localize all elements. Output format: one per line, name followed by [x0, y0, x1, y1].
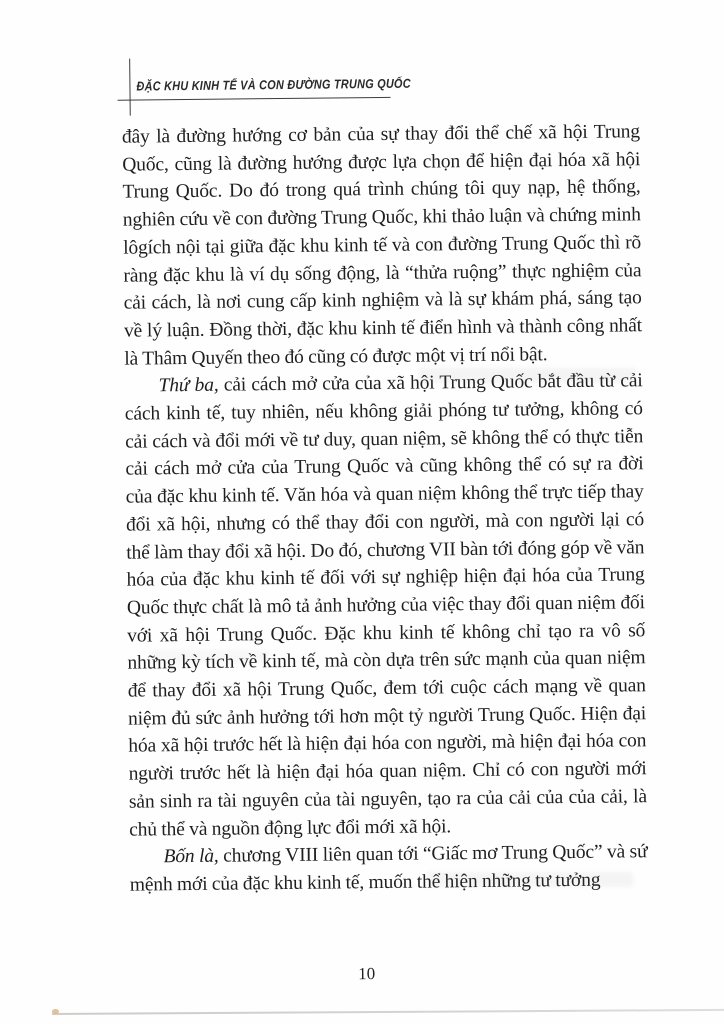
- paragraph-continuation: [122, 118, 643, 373]
- paragraph-lead-italic: Thứ ba,: [158, 375, 219, 397]
- page-number: 10: [358, 964, 376, 984]
- paragraph-text: cải cách mở cửa của xã hội Trung Quốc bắt đầu từ cải cách kinh tế, tuy nhiên, nếu không giải phóng tư tưởng, không có cải cách và đổi mới về tư duy, quan niệm, sẽ không thể có thực tiễn cải cách mở cửa của Trung Quốc và cũng không thể có sự ra đời của đặc khu kinh tế. Văn hóa và quan niệm không thể trực tiếp thay đổi xã hội, nhưng có thể thay đổi con người, mà con người lại có thể làm thay đổi xã hội. Do đó, chương VII bàn tới đóng góp về văn hóa của đặc khu kinh tế đối với sự nghiệp hiện đại hóa của Trung Quốc thực chất là mô tả ảnh hưởng của việc thay đổi quan niệm đối với xã hội Trung Quốc. Đặc khu kinh tế không chỉ tạo ra vô số những kỳ tích về kinh tế, mà còn dựa trên sức mạnh của quan niệm để thay đổi xã hội Trung Quốc, đem tới cuộc cách mạng về quan niệm đủ sức ảnh hưởng tới hơn một tỷ người Trung Quốc. Hiện đại hóa xã hội trước hết là hiện đại hóa con người, mà hiện đại hóa con người trước hết là hiện đại hóa quan niệm. Chỉ có con người mới sản sinh ra tài nguyên của tài nguyên, tạo ra của cải của của cải, là chủ thể và nguồn động lực đổi mới xã hội.: [124, 370, 648, 841]
- bleed-through-ghost: [418, 368, 636, 383]
- page-edge-speck: [52, 1009, 59, 1014]
- bleed-through-ghost: [150, 650, 270, 663]
- body-text: [122, 118, 648, 899]
- bleed-through-ghost: [428, 872, 633, 887]
- paragraph-bon-la: [129, 838, 648, 899]
- paragraph-text: chương VIII liên quan tới “Giấc mơ Trung Quốc” và sứ mệnh mới của đặc khu kinh tế, muốn thể hiện những tư tưởng: [129, 841, 648, 896]
- header-rule: [118, 97, 391, 101]
- running-header-title: ĐẶC KHU KINH TẾ VÀ CON ĐƯỜNG TRUNG QUỐC: [136, 75, 411, 94]
- paragraph-thu-ba: [124, 368, 647, 844]
- paragraph-text: đây là đường hướng cơ bản của sự thay đổi thể chế xã hội Trung Quốc, cũng là đường hướng được lựa chọn để hiện đại hóa xã hội Trung Quốc. Do đó trong quá trình chúng tôi quy nạp, hệ thống, nghiên cứu về con đường Trung Quốc, khi thảo luận và chứng minh lôgích nội tại giữa đặc khu kinh tế và con đường Trung Quốc thì rõ ràng đặc khu là ví dụ sống động, là “thửa ruộng” thực nghiệm của cải cách, là nơi cung cấp kinh nghiệm và là sự khám phá, sáng tạo về lý luận. Đồng thời, đặc khu kinh tế điển hình và thành công nhất là Thâm Quyến theo đó cũng có được một vị trí nổi bật.: [121, 121, 643, 370]
- header-tick-mark: [129, 59, 131, 116]
- paragraph-lead-italic: Bốn là,: [163, 845, 219, 868]
